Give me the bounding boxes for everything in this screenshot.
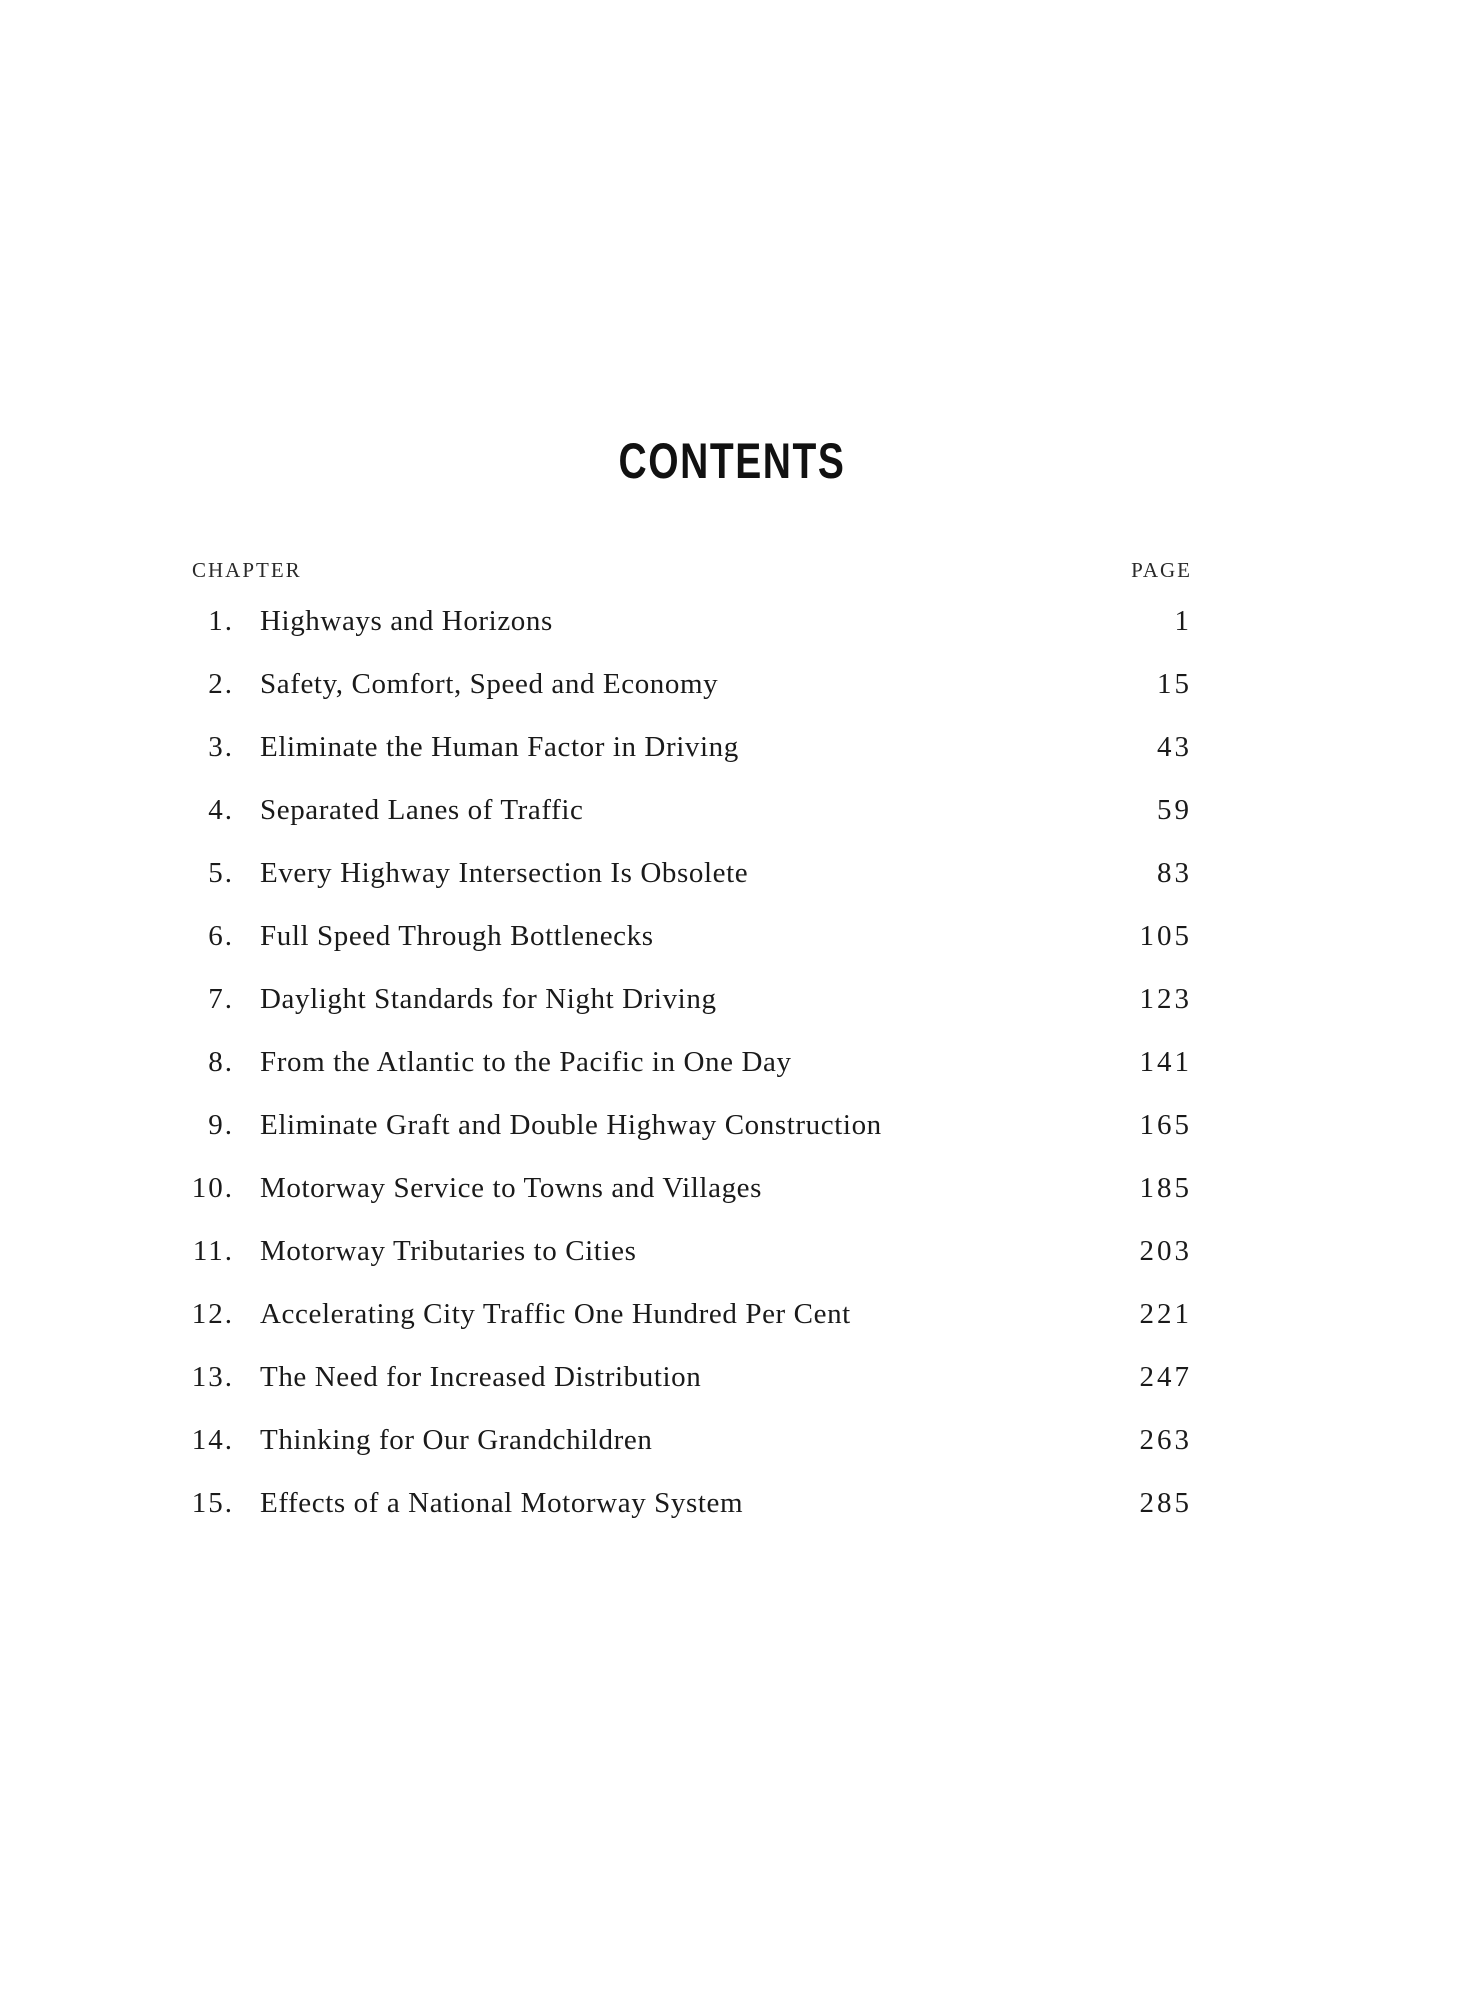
chapter-number: 7. xyxy=(208,983,234,1015)
chapter-number: 11. xyxy=(192,1235,234,1267)
toc-entry xyxy=(0,1031,1464,1094)
chapter-number: 12. xyxy=(191,1298,234,1330)
chapter-number: 1. xyxy=(208,605,234,637)
page-number: 123 xyxy=(1139,983,1192,1015)
toc-entry xyxy=(0,1346,1464,1409)
page-column-header: PAGE xyxy=(1131,558,1192,582)
chapter-column-header: CHAPTER xyxy=(192,558,302,582)
toc-entry xyxy=(0,968,1464,1031)
page-number: 1 xyxy=(1174,605,1192,637)
toc-entry xyxy=(0,1472,1464,1535)
page-number: 165 xyxy=(1139,1109,1192,1141)
toc-entry xyxy=(0,653,1464,716)
table-of-contents xyxy=(0,590,1464,1535)
chapter-title: Separated Lanes of Traffic xyxy=(260,794,584,826)
chapter-title: Accelerating City Traffic One Hundred Per Cent xyxy=(260,1298,851,1330)
chapter-number: 9. xyxy=(208,1109,234,1141)
page-number: 263 xyxy=(1139,1424,1192,1456)
page-number: 247 xyxy=(1139,1361,1192,1393)
chapter-title: Highways and Horizons xyxy=(260,605,553,637)
chapter-title: Safety, Comfort, Speed and Economy xyxy=(260,668,719,700)
page-number: 83 xyxy=(1157,857,1192,889)
page-number: 43 xyxy=(1157,731,1192,763)
chapter-number: 5. xyxy=(208,857,234,889)
toc-entry xyxy=(0,1409,1464,1472)
toc-entry xyxy=(0,842,1464,905)
chapter-number: 15. xyxy=(191,1487,234,1519)
chapter-title: Motorway Tributaries to Cities xyxy=(260,1235,637,1267)
toc-entry xyxy=(0,779,1464,842)
chapter-number: 13. xyxy=(191,1361,234,1393)
page-number: 15 xyxy=(1157,668,1192,700)
toc-entry xyxy=(0,1157,1464,1220)
toc-entry xyxy=(0,1094,1464,1157)
chapter-number: 4. xyxy=(208,794,234,826)
chapter-title: Eliminate Graft and Double Highway Construction xyxy=(260,1109,882,1141)
page-number: 221 xyxy=(1139,1298,1192,1330)
page-number: 59 xyxy=(1157,794,1192,826)
chapter-title: Full Speed Through Bottlenecks xyxy=(260,920,654,952)
chapter-number: 8. xyxy=(208,1046,234,1078)
toc-entry xyxy=(0,1220,1464,1283)
chapter-title: Daylight Standards for Night Driving xyxy=(260,983,717,1015)
page-number: 105 xyxy=(1139,920,1192,952)
chapter-title: The Need for Increased Distribution xyxy=(260,1361,702,1393)
chapter-title: From the Atlantic to the Pacific in One Day xyxy=(260,1046,792,1078)
toc-entry xyxy=(0,905,1464,968)
chapter-number: 14. xyxy=(191,1424,234,1456)
page-title: CONTENTS xyxy=(618,433,846,489)
toc-entry xyxy=(0,590,1464,653)
chapter-number: 2. xyxy=(208,668,234,700)
page-number: 285 xyxy=(1139,1487,1192,1519)
page-number: 141 xyxy=(1139,1046,1192,1078)
chapter-number: 3. xyxy=(208,731,234,763)
chapter-title: Motorway Service to Towns and Villages xyxy=(260,1172,763,1204)
toc-entry xyxy=(0,1283,1464,1346)
page-number: 203 xyxy=(1139,1235,1192,1267)
chapter-title: Eliminate the Human Factor in Driving xyxy=(260,731,739,763)
chapter-number: 6. xyxy=(208,920,234,952)
chapter-number: 10. xyxy=(191,1172,234,1204)
chapter-title: Effects of a National Motorway System xyxy=(260,1487,744,1519)
chapter-title: Thinking for Our Grandchildren xyxy=(260,1424,653,1456)
toc-entry xyxy=(0,716,1464,779)
page-number: 185 xyxy=(1139,1172,1192,1204)
chapter-title: Every Highway Intersection Is Obsolete xyxy=(260,857,749,889)
